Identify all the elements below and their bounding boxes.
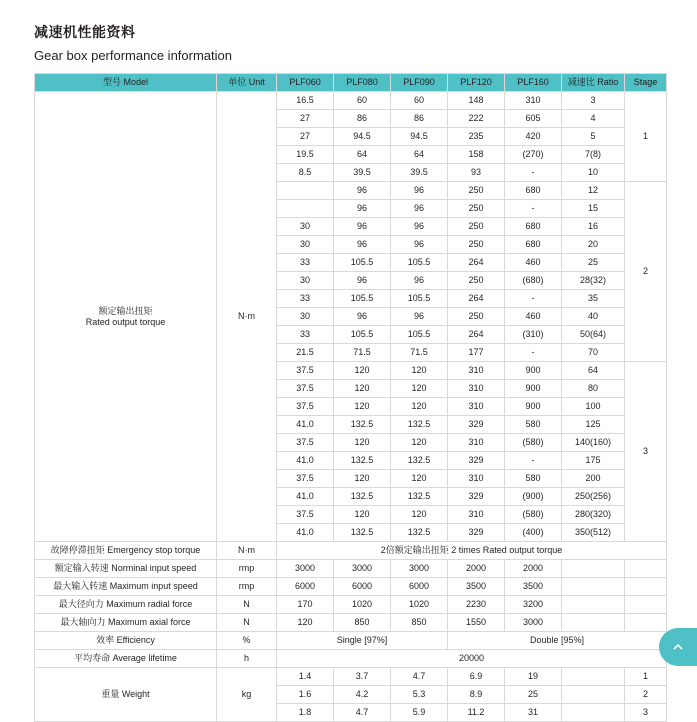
unit-maximum-input-speed: rmp <box>217 578 277 596</box>
cell-plf080: 105.5 <box>334 254 391 272</box>
cell-ratio: 50(64) <box>562 326 625 344</box>
cell-plf090: 86 <box>391 110 448 128</box>
cell-ratio: 280(320) <box>562 506 625 524</box>
cell-stage: 3 <box>625 704 667 722</box>
cell-plf160: 900 <box>505 398 562 416</box>
cell-plf090: 120 <box>391 470 448 488</box>
cell-plf160: 680 <box>505 182 562 200</box>
cell-ratio: 70 <box>562 344 625 362</box>
cell-stage-empty <box>625 578 667 596</box>
cell-plf080: 39.5 <box>334 164 391 182</box>
chevron-up-icon <box>671 640 685 654</box>
table-row <box>35 542 667 560</box>
cell-plf080: 132.5 <box>334 416 391 434</box>
cell-plf090: 132.5 <box>391 416 448 434</box>
cell-plf090: 120 <box>391 380 448 398</box>
cell-plf160: 310 <box>505 92 562 110</box>
cell-plf060: 33 <box>277 326 334 344</box>
cell-ratio: 125 <box>562 416 625 434</box>
cell-plf090: 71.5 <box>391 344 448 362</box>
cell-plf120: 250 <box>448 272 505 290</box>
cell-plf160: - <box>505 200 562 218</box>
cell-plf080: 86 <box>334 110 391 128</box>
cell-plf120: 250 <box>448 200 505 218</box>
cell-plf120: 250 <box>448 308 505 326</box>
cell-plf160: 3500 <box>505 578 562 596</box>
cell-plf090: 132.5 <box>391 524 448 542</box>
row-label-cn: 额定输出扭矩 <box>98 306 153 317</box>
unit-nominal-input-speed: rmp <box>217 560 277 578</box>
cell-ratio: 4 <box>562 110 625 128</box>
cell-plf120: 250 <box>448 182 505 200</box>
table-row <box>35 560 667 578</box>
value-average-lifetime: 20000 <box>277 650 667 668</box>
cell-plf120: 329 <box>448 524 505 542</box>
cell-plf160: 25 <box>505 686 562 704</box>
cell-plf160: 680 <box>505 236 562 254</box>
cell-plf090: 132.5 <box>391 488 448 506</box>
cell-plf060 <box>277 200 334 218</box>
column-header-stage: Stage <box>625 74 667 92</box>
column-header-model: 型号 Model <box>35 74 217 92</box>
cell-plf060: 37.5 <box>277 380 334 398</box>
cell-plf080: 96 <box>334 236 391 254</box>
cell-plf060: 8.5 <box>277 164 334 182</box>
unit-maximum-axial-force: N <box>217 614 277 632</box>
cell-plf120: 148 <box>448 92 505 110</box>
cell-plf160: 3000 <box>505 614 562 632</box>
cell-plf120: 235 <box>448 128 505 146</box>
row-label-maximum-radial-force: 最大径向力 Maximum radial force <box>35 596 217 614</box>
cell-plf080: 64 <box>334 146 391 164</box>
table-row <box>35 632 667 650</box>
cell-plf120: 177 <box>448 344 505 362</box>
cell-plf160: 605 <box>505 110 562 128</box>
cell-plf090: 96 <box>391 272 448 290</box>
table-row <box>35 668 667 686</box>
cell-plf160: 900 <box>505 380 562 398</box>
unit-rated-output-torque: N·m <box>217 92 277 542</box>
cell-plf060: 41.0 <box>277 488 334 506</box>
cell-ratio-empty <box>562 668 625 686</box>
cell-plf080: 96 <box>334 218 391 236</box>
cell-plf060: 27 <box>277 110 334 128</box>
cell-plf060: 1.4 <box>277 668 334 686</box>
cell-plf120: 250 <box>448 236 505 254</box>
cell-plf160: (900) <box>505 488 562 506</box>
row-label-rated-output-torque <box>35 92 217 542</box>
cell-plf080: 96 <box>334 308 391 326</box>
cell-plf120: 310 <box>448 470 505 488</box>
cell-plf080: 105.5 <box>334 290 391 308</box>
table-row <box>35 92 667 110</box>
cell-plf080: 132.5 <box>334 488 391 506</box>
cell-ratio: 250(256) <box>562 488 625 506</box>
cell-plf120: 310 <box>448 380 505 398</box>
cell-plf160: (680) <box>505 272 562 290</box>
cell-ratio-empty <box>562 596 625 614</box>
cell-plf090: 5.9 <box>391 704 448 722</box>
cell-ratio: 28(32) <box>562 272 625 290</box>
cell-plf120: 2230 <box>448 596 505 614</box>
column-header-plf060: PLF060 <box>277 74 334 92</box>
row-label-maximum-input-speed: 最大输入转速 Maximum input speed <box>35 578 217 596</box>
cell-plf120: 264 <box>448 290 505 308</box>
cell-plf160: (270) <box>505 146 562 164</box>
cell-plf090: 132.5 <box>391 452 448 470</box>
column-header-plf120: PLF120 <box>448 74 505 92</box>
cell-plf060: 30 <box>277 308 334 326</box>
cell-plf160: 900 <box>505 362 562 380</box>
table-row <box>35 596 667 614</box>
cell-ratio: 5 <box>562 128 625 146</box>
cell-stage-1: 1 <box>625 92 667 182</box>
unit-average-lifetime: h <box>217 650 277 668</box>
cell-plf060: 30 <box>277 236 334 254</box>
column-header-plf160: PLF160 <box>505 74 562 92</box>
table-header-row <box>35 74 667 92</box>
cell-plf120: 329 <box>448 416 505 434</box>
cell-plf090: 96 <box>391 200 448 218</box>
row-label-nominal-input-speed: 额定输入转速 Norminal input speed <box>35 560 217 578</box>
cell-plf160: 2000 <box>505 560 562 578</box>
cell-plf160: (580) <box>505 434 562 452</box>
cell-plf060 <box>277 182 334 200</box>
column-header-unit: 单位 Unit <box>217 74 277 92</box>
cell-plf080: 96 <box>334 182 391 200</box>
cell-plf120: 158 <box>448 146 505 164</box>
cell-plf060: 3000 <box>277 560 334 578</box>
cell-stage: 2 <box>625 686 667 704</box>
cell-plf160: 3200 <box>505 596 562 614</box>
cell-plf090: 94.5 <box>391 128 448 146</box>
table-row <box>35 578 667 596</box>
cell-plf120: 264 <box>448 254 505 272</box>
cell-plf120: 6.9 <box>448 668 505 686</box>
cell-ratio: 64 <box>562 362 625 380</box>
cell-plf120: 11.2 <box>448 704 505 722</box>
cell-plf080: 71.5 <box>334 344 391 362</box>
cell-plf060: 1.8 <box>277 704 334 722</box>
value-emergency-stop-torque: 2倍额定输出扭矩 2 times Rated output torque <box>277 542 667 560</box>
row-label-weight: 重量 Weight <box>35 668 217 722</box>
cell-plf120: 250 <box>448 218 505 236</box>
cell-ratio-empty <box>562 578 625 596</box>
cell-plf060: 19.5 <box>277 146 334 164</box>
cell-plf120: 2000 <box>448 560 505 578</box>
cell-ratio: 350(512) <box>562 524 625 542</box>
cell-plf060: 37.5 <box>277 470 334 488</box>
cell-plf080: 850 <box>334 614 391 632</box>
cell-plf090: 120 <box>391 398 448 416</box>
cell-plf090: 105.5 <box>391 326 448 344</box>
cell-plf060: 33 <box>277 290 334 308</box>
value-efficiency-single: Single [97%] <box>277 632 448 650</box>
cell-plf060: 30 <box>277 218 334 236</box>
column-header-plf090: PLF090 <box>391 74 448 92</box>
cell-plf080: 96 <box>334 200 391 218</box>
cell-plf080: 60 <box>334 92 391 110</box>
cell-plf060: 37.5 <box>277 506 334 524</box>
cell-plf120: 310 <box>448 434 505 452</box>
cell-ratio: 40 <box>562 308 625 326</box>
cell-plf090: 850 <box>391 614 448 632</box>
cell-plf080: 132.5 <box>334 524 391 542</box>
cell-plf120: 329 <box>448 488 505 506</box>
cell-plf090: 96 <box>391 218 448 236</box>
cell-plf120: 222 <box>448 110 505 128</box>
cell-ratio: 16 <box>562 218 625 236</box>
cell-plf160: - <box>505 344 562 362</box>
cell-stage-empty <box>625 614 667 632</box>
cell-plf120: 1550 <box>448 614 505 632</box>
cell-plf160: (580) <box>505 506 562 524</box>
cell-ratio: 12 <box>562 182 625 200</box>
cell-plf060: 41.0 <box>277 524 334 542</box>
cell-plf080: 120 <box>334 470 391 488</box>
cell-plf060: 27 <box>277 128 334 146</box>
cell-plf090: 120 <box>391 362 448 380</box>
cell-plf120: 93 <box>448 164 505 182</box>
scroll-to-top-button[interactable] <box>659 628 697 666</box>
cell-plf090: 120 <box>391 434 448 452</box>
row-label-average-lifetime: 平均寿命 Average lifetime <box>35 650 217 668</box>
unit-weight: kg <box>217 668 277 722</box>
cell-plf160: 680 <box>505 218 562 236</box>
unit-maximum-radial-force: N <box>217 596 277 614</box>
row-label-en: Rated output torque <box>85 316 166 327</box>
cell-plf060: 41.0 <box>277 452 334 470</box>
cell-ratio: 35 <box>562 290 625 308</box>
cell-plf080: 120 <box>334 362 391 380</box>
cell-ratio: 15 <box>562 200 625 218</box>
cell-ratio: 100 <box>562 398 625 416</box>
cell-plf080: 120 <box>334 434 391 452</box>
cell-plf120: 8.9 <box>448 686 505 704</box>
cell-plf160: - <box>505 164 562 182</box>
cell-ratio: 80 <box>562 380 625 398</box>
cell-plf090: 6000 <box>391 578 448 596</box>
row-label-efficiency: 效率 Efficiency <box>35 632 217 650</box>
cell-plf060: 1.6 <box>277 686 334 704</box>
cell-plf080: 132.5 <box>334 452 391 470</box>
cell-ratio-empty <box>562 614 625 632</box>
cell-plf090: 96 <box>391 182 448 200</box>
cell-plf060: 37.5 <box>277 398 334 416</box>
cell-plf160: 580 <box>505 470 562 488</box>
cell-plf080: 96 <box>334 272 391 290</box>
cell-plf080: 4.7 <box>334 704 391 722</box>
cell-plf080: 3.7 <box>334 668 391 686</box>
cell-plf080: 3000 <box>334 560 391 578</box>
cell-plf160: 19 <box>505 668 562 686</box>
cell-plf160: 31 <box>505 704 562 722</box>
cell-ratio: 175 <box>562 452 625 470</box>
cell-ratio-empty <box>562 560 625 578</box>
cell-plf060: 170 <box>277 596 334 614</box>
row-label-emergency-stop-torque: 故障停滞扭矩 Emergency stop torque <box>35 542 217 560</box>
cell-plf090: 105.5 <box>391 254 448 272</box>
cell-plf120: 310 <box>448 398 505 416</box>
cell-plf120: 310 <box>448 506 505 524</box>
cell-plf060: 37.5 <box>277 434 334 452</box>
cell-plf090: 60 <box>391 92 448 110</box>
table-row <box>35 650 667 668</box>
cell-plf090: 1020 <box>391 596 448 614</box>
cell-plf160: (310) <box>505 326 562 344</box>
cell-plf160: 580 <box>505 416 562 434</box>
cell-plf080: 94.5 <box>334 128 391 146</box>
gearbox-performance-table <box>34 73 667 722</box>
cell-plf160: 420 <box>505 128 562 146</box>
cell-plf090: 64 <box>391 146 448 164</box>
cell-ratio: 25 <box>562 254 625 272</box>
cell-plf090: 120 <box>391 506 448 524</box>
cell-plf060: 30 <box>277 272 334 290</box>
cell-plf080: 120 <box>334 506 391 524</box>
cell-plf090: 4.7 <box>391 668 448 686</box>
cell-plf090: 105.5 <box>391 290 448 308</box>
cell-plf060: 120 <box>277 614 334 632</box>
cell-plf080: 1020 <box>334 596 391 614</box>
cell-plf090: 3000 <box>391 560 448 578</box>
cell-plf160: 460 <box>505 308 562 326</box>
cell-plf160: - <box>505 452 562 470</box>
cell-plf120: 329 <box>448 452 505 470</box>
cell-stage: 1 <box>625 668 667 686</box>
cell-plf160: (400) <box>505 524 562 542</box>
cell-plf060: 41.0 <box>277 416 334 434</box>
cell-plf080: 105.5 <box>334 326 391 344</box>
cell-plf160: 460 <box>505 254 562 272</box>
cell-ratio: 7(8) <box>562 146 625 164</box>
cell-ratio: 20 <box>562 236 625 254</box>
value-efficiency-double: Double [95%] <box>448 632 667 650</box>
unit-efficiency: % <box>217 632 277 650</box>
cell-plf120: 264 <box>448 326 505 344</box>
cell-plf080: 120 <box>334 398 391 416</box>
cell-plf060: 37.5 <box>277 362 334 380</box>
page-title-en: Gear box performance information <box>34 48 232 63</box>
cell-plf060: 33 <box>277 254 334 272</box>
cell-ratio-empty <box>562 686 625 704</box>
cell-stage-3: 3 <box>625 362 667 542</box>
cell-ratio: 140(160) <box>562 434 625 452</box>
cell-plf090: 39.5 <box>391 164 448 182</box>
cell-plf080: 120 <box>334 380 391 398</box>
table-row <box>35 614 667 632</box>
cell-stage-empty <box>625 596 667 614</box>
cell-ratio-empty <box>562 704 625 722</box>
cell-plf080: 6000 <box>334 578 391 596</box>
cell-stage-2: 2 <box>625 182 667 362</box>
cell-plf080: 4.2 <box>334 686 391 704</box>
cell-plf090: 96 <box>391 308 448 326</box>
cell-ratio: 3 <box>562 92 625 110</box>
column-header-plf080: PLF080 <box>334 74 391 92</box>
cell-plf090: 5.3 <box>391 686 448 704</box>
cell-plf060: 6000 <box>277 578 334 596</box>
cell-ratio: 200 <box>562 470 625 488</box>
cell-stage-empty <box>625 560 667 578</box>
row-label-maximum-axial-force: 最大轴向力 Maximum axial force <box>35 614 217 632</box>
cell-plf060: 21.5 <box>277 344 334 362</box>
cell-plf060: 16.5 <box>277 92 334 110</box>
cell-plf120: 310 <box>448 362 505 380</box>
page-title-cn: 减速机性能资料 <box>34 24 136 40</box>
cell-plf160: - <box>505 290 562 308</box>
column-header-ratio: 减速比 Ratio <box>562 74 625 92</box>
cell-ratio: 10 <box>562 164 625 182</box>
unit-emergency-stop-torque: N·m <box>217 542 277 560</box>
cell-plf120: 3500 <box>448 578 505 596</box>
cell-plf090: 96 <box>391 236 448 254</box>
